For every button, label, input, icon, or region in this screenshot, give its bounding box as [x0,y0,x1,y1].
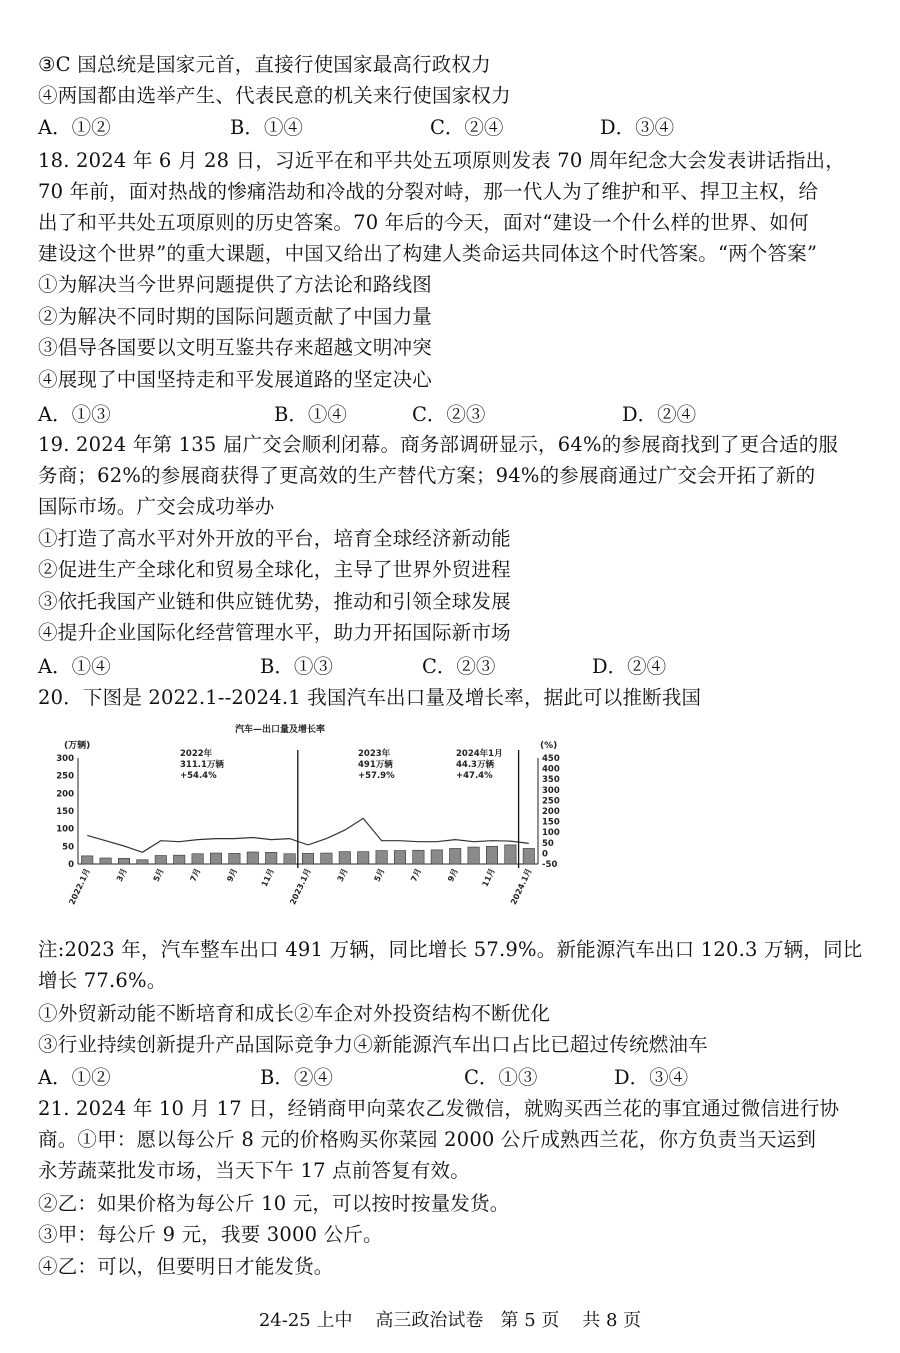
bar [376,851,387,864]
left-tick-label: 200 [56,789,74,800]
question-19-stem: 19. 2024 年第 135 届广交会顺利闭幕。商务部调研显示，64%的参展商找到了更合适的服 [38,433,839,456]
bar [302,853,313,864]
statement: ④展现了中国坚持走和平发展道路的坚定决心 [38,368,433,391]
page-footer: 24-25 上中 高三政治试卷 第 5 页 共 8 页 [258,1310,642,1331]
x-tick-label: 5月 [372,867,387,884]
x-tick-label: 11月 [480,867,497,889]
bar [118,858,129,864]
option-d: D．③④ [600,116,675,139]
annotation-amount: 44.3万辆 [456,760,494,770]
text-line: 商。①甲：愿以每公斤 8 元的价格购买你菜园 2000 公斤成熟西兰花，你方负责当天运到 [38,1128,817,1151]
bar [357,852,368,864]
question-18-stem: 18. 2024 年 6 月 28 日，习近平在和平共处五项原则发表 70 周年纪念大会发表讲话指出， [38,149,845,172]
option-b: B．①③ [260,655,333,678]
bar [173,855,184,864]
bar [247,852,258,864]
note-line: 注:2023 年，汽车整车出口 491 万辆，同比增长 57.9%。新能源汽车出口 120.3 万辆，同比 [38,938,863,961]
statement: ④提升企业国际化经营管理水平，助力开拓国际新市场 [38,621,511,644]
statement: ①外贸新动能不断培育和成长②车企对外投资结构不断优化 [38,1002,551,1025]
left-tick-label: 100 [56,824,74,835]
bar [100,858,111,864]
option-c: C．②③ [412,403,486,426]
bar [468,847,479,864]
bar [210,853,221,864]
annotation-growth: +57.9% [358,771,395,781]
bar [449,848,460,864]
text-line: 70 年前，面对热战的惨痛浩劫和冷战的分裂对峙，那一代人为了维护和平、捍卫主权，给 [38,180,819,203]
option-c: C．②④ [430,116,504,139]
right-tick-label: 200 [542,807,560,817]
bar [265,852,276,864]
statement: ①为解决当今世界问题提供了方法论和路线图 [38,273,433,296]
left-tick-label: 300 [56,754,74,764]
bar [523,848,534,864]
statement: ①打造了高水平对外开放的平台，培育全球经济新动能 [38,527,511,550]
option-a: A．①③ [38,403,111,426]
bar [81,856,92,864]
bar [486,846,497,864]
x-tick-label: 3月 [114,867,129,884]
left-tick-label: 250 [56,771,74,782]
right-tick-label: 100 [542,828,560,839]
option-a: A．①② [38,1066,111,1089]
right-tick-label: 400 [542,764,560,775]
growth-rate-line [87,818,529,852]
statement: ②为解决不同时期的国际问题贡献了中国力量 [38,305,433,328]
right-tick-label: 150 [542,817,560,828]
option-a: A．①② [38,116,111,139]
x-tick-label: 3月 [335,867,350,884]
x-tick-label: 2024.1月 [509,867,534,907]
statement: ③行业持续创新提升产品国际竞争力④新能源汽车出口占比已超过传统燃油车 [38,1033,708,1056]
question-20-stem: 20．下图是 2022.1--2024.1 我国汽车出口量及增长率，据此可以推断我国 [38,686,702,709]
x-tick-label: 2022.1月 [67,867,93,907]
text-line: 出了和平共处五项原则的历史答案。70 年后的今天，面对“建设一个什么样的世界、如何 [38,211,809,234]
bar [284,854,295,864]
right-tick-label: 350 [542,775,560,786]
statement: ③甲：每公斤 9 元，我要 3000 公斤。 [38,1223,383,1246]
left-tick-label: 0 [68,860,74,870]
option-c: C．①③ [464,1066,538,1089]
note-line: 增长 77.6%。 [38,969,167,992]
right-tick-label: 300 [542,785,560,796]
option-b: B．①④ [230,116,303,139]
left-tick-label: 50 [62,842,74,853]
annotation-year: 2024年1月 [456,749,503,759]
chart-title: 汽车—出口量及增长率 [234,725,326,735]
annotation-growth: +54.4% [180,771,217,781]
x-tick-label: 2023.1月 [288,867,313,907]
option-b: B．②④ [260,1066,333,1089]
right-tick-label: 50 [542,838,554,849]
bar [394,851,405,864]
export-chart [40,718,580,914]
option-b: B．①④ [274,403,347,426]
statement: ④乙：可以，但要明日才能发货。 [38,1255,334,1278]
x-tick-label: 7月 [409,867,424,884]
annotation-year: 2022年 [180,749,213,759]
statement: ②乙：如果价格为每公斤 10 元，可以按时按量发货。 [38,1192,510,1215]
text-line: 永芳蔬菜批发市场，当天下午 17 点前答复有效。 [38,1159,471,1182]
left-tick-label: 150 [56,807,74,817]
option-d: D．②④ [592,655,667,678]
bar [505,845,516,864]
annotation-amount: 491万辆 [358,760,393,770]
annotation-amount: 311.1万辆 [180,760,224,770]
option-c: C．②③ [422,655,496,678]
bar [192,854,203,864]
right-tick-label: 250 [542,796,560,807]
option-d: D．②④ [622,403,697,426]
bar [431,850,442,864]
text-line: ③C 国总统是国家元首，直接行使国家最高行政权力 [38,53,491,76]
bar [155,856,166,864]
x-tick-label: 7月 [188,867,203,884]
bar [137,860,148,864]
left-axis-unit: (万辆) [64,741,91,751]
statement: ②促进生产全球化和贸易全球化，主导了世界外贸进程 [38,558,511,581]
text-line: ④两国都由选举产生、代表民意的机关来行使国家权力 [38,84,511,107]
right-tick-label: -50 [542,860,558,870]
bar [413,850,424,864]
annotation-year: 2023年 [358,749,391,759]
x-tick-label: 9月 [446,867,461,884]
text-line: 务商；62%的参展商获得了更高效的生产替代方案；94%的参展商通过广交会开拓了新的 [38,464,816,487]
bar [229,853,240,864]
statement: ③依托我国产业链和供应链优势，推动和引领全球发展 [38,590,511,613]
right-tick-label: 450 [542,754,560,764]
option-d: D．③④ [614,1066,689,1089]
text-line: 国际市场。广交会成功举办 [38,495,275,518]
bar [321,853,332,864]
question-21-stem: 21. 2024 年 10 月 17 日，经销商甲向菜农乙发微信，就购买西兰花的事宜通过微信进行协 [38,1097,840,1120]
x-tick-label: 11月 [259,867,277,889]
option-a: A．①④ [38,655,111,678]
annotation-growth: +47.4% [456,771,493,781]
right-axis-unit: (%) [540,741,558,751]
bar [339,852,350,864]
text-line: 建设这个世界”的重大课题，中国又给出了构建人类命运共同体这个时代答案。“两个答案” [38,242,818,265]
x-tick-label: 5月 [151,867,166,884]
x-tick-label: 9月 [225,867,240,884]
right-tick-label: 0 [542,849,548,860]
statement: ③倡导各国要以文明互鉴共存来超越文明冲突 [38,336,433,359]
